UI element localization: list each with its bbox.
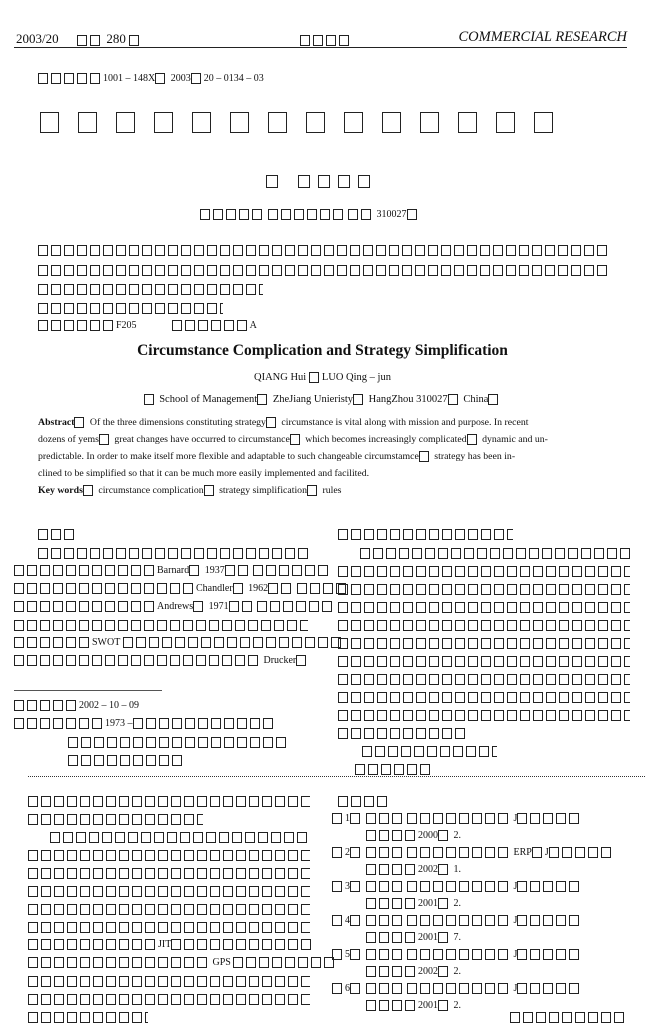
- reference-item-cont: 2001 2.: [366, 997, 461, 1014]
- left-para-line: [14, 616, 308, 633]
- left-para-line-drucker: Drucker: [14, 652, 309, 669]
- left-para-line-andrews: Andrews 1971: [14, 598, 335, 615]
- reference-item: 2 ERP J: [332, 844, 614, 861]
- right-para-line: [338, 706, 630, 723]
- en-affiliation: School of Management ZheJiang Unieristy HangZhou 310027 China: [0, 394, 645, 405]
- cn-keywords-line: [38, 299, 223, 316]
- clc-number: F205: [116, 320, 137, 331]
- reference-number: 2: [345, 847, 350, 858]
- left-para-line-swot: SWOT: [14, 634, 344, 651]
- lower-left-line: [28, 972, 310, 989]
- left-para-line: [38, 544, 308, 561]
- reference-number: 6: [345, 983, 350, 994]
- clc-line: [38, 317, 257, 334]
- right-para-line: [338, 580, 630, 597]
- article-number: 1001 – 148X 2003 20 – 0134 – 03: [38, 70, 264, 87]
- author-bio-line: [68, 733, 288, 750]
- lower-left-line: [28, 882, 310, 899]
- lower-left-line: [50, 828, 310, 845]
- lower-left-line: [28, 918, 310, 935]
- lower-left-line: [28, 810, 203, 827]
- header-rule: [14, 47, 627, 48]
- doc-code: A: [249, 320, 257, 331]
- section-separator: [28, 776, 645, 777]
- lower-left-line: [28, 900, 310, 917]
- author-bio-line: [68, 751, 183, 768]
- lower-left-line-jit: JIT: [28, 936, 314, 953]
- issue-number: 280: [106, 31, 126, 46]
- reference-item-cont: 2000 2.: [366, 827, 461, 844]
- journal-en-name: COMMERCIAL RESEARCH: [458, 29, 627, 45]
- reference-item-cont: 2002 1.: [366, 861, 461, 878]
- reference-item: 3 J: [332, 878, 582, 895]
- reference-number: 5: [345, 949, 350, 960]
- postcode: 310027: [376, 209, 407, 220]
- references-heading: [338, 792, 398, 809]
- en-abstract: Abstract Of the three dimensions constituting strategy circumstance is vital along with mission and purpose. In recent dozens of yems great changes have occurred to circumstance which becomes increasingly complicated dynamic and un- predictable. In order to make itself more flexible and adaptable to such changeable circumstamce strategy has been in- clined to be simplified so that it can be much more easily implemented and facilited. Key words circumstance complication strategy simplification rules: [38, 417, 548, 496]
- reference-item-cont: 2001 2.: [366, 895, 461, 912]
- en-title: Circumstance Complication and Strategy Simplification: [137, 342, 508, 359]
- lower-left-line: [28, 864, 310, 881]
- en-authors: QIANG Hui LUO Qing – jun: [254, 372, 391, 383]
- right-para-line: [338, 670, 630, 687]
- right-para-line: [338, 562, 630, 579]
- right-para-line: [338, 616, 630, 633]
- reference-item-cont: 2001 7.: [366, 929, 461, 946]
- reference-item: 5 J: [332, 946, 582, 963]
- lower-left-line: [28, 792, 310, 809]
- right-para-line: [338, 634, 630, 651]
- left-para-line-barnard: Barnard 1937: [14, 562, 331, 579]
- author-bio: 1973 –: [14, 715, 276, 732]
- right-para-line: [355, 760, 433, 777]
- issue-label: 2003/20: [16, 31, 59, 46]
- reference-number: 3: [345, 881, 350, 892]
- left-heading: [38, 525, 98, 542]
- right-para-line: [338, 688, 630, 705]
- lower-left-line: [28, 990, 310, 1007]
- reference-item: 1 J: [332, 810, 582, 827]
- received-date: 2002 – 10 – 09: [14, 697, 139, 714]
- cn-affiliation: [200, 206, 420, 223]
- footnote-rule: [14, 690, 162, 691]
- reference-item: 4 J: [332, 912, 582, 929]
- cn-title: [40, 112, 572, 138]
- reference-item: 6 J: [332, 980, 582, 997]
- right-para-line: [338, 598, 630, 615]
- reference-item-cont: 2002 2.: [366, 963, 461, 980]
- cn-authors: [266, 175, 378, 193]
- cn-abstract-line-1: [38, 241, 608, 258]
- right-heading: [338, 525, 513, 542]
- journal-cn-name: [300, 31, 352, 47]
- lower-left-line: [28, 1008, 148, 1025]
- lower-left-line: [28, 846, 310, 863]
- reference-number: 4: [345, 915, 350, 926]
- right-para-line: [338, 724, 468, 741]
- right-para-line: [362, 742, 497, 759]
- right-para-line: [360, 544, 630, 561]
- running-header: [16, 31, 142, 47]
- page-tail-line: [510, 1008, 625, 1025]
- left-para-line-chandler: Chandler 1962: [14, 580, 349, 597]
- cn-abstract-line-2: [38, 261, 608, 278]
- lower-left-line-gps: GPS: [28, 954, 337, 971]
- right-para-line: [338, 652, 630, 669]
- cn-abstract-line-3: [38, 280, 263, 297]
- reference-number: 1: [345, 813, 350, 824]
